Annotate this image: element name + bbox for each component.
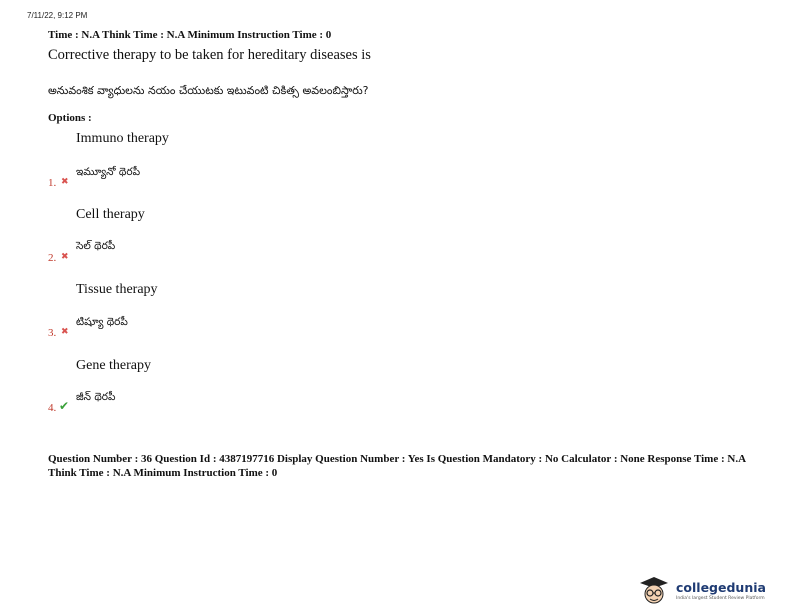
options-label: Options :	[48, 112, 92, 124]
option-3-telugu: టిష్యూ థెరపీ	[76, 316, 128, 328]
option-2-telugu: సెల్ థెరపీ	[76, 240, 116, 252]
question-text-telugu: అనువంశిక వ్యాధులను నయం చేయుటకు ఇటువంటి చికిత్స అవలంబిస్తారు?	[48, 84, 369, 97]
mascot-icon	[636, 576, 672, 606]
next-question-meta: Question Number : 36 Question Id : 4387197716 Display Question Number : Yes Is Question Mandatory : No Calculator : None Response Time : N.A Think Time : N.A Minimum Instruction Time : 0	[48, 453, 746, 479]
option-1-number: 1.	[48, 177, 57, 189]
option-2-number: 2.	[48, 252, 57, 264]
option-4-english: Gene therapy	[76, 358, 152, 373]
option-4-telugu: జీన్ థెరపీ	[76, 391, 116, 403]
option-3-number: 3.	[48, 327, 57, 339]
wrong-mark-icon: ✖	[61, 252, 69, 262]
logo-wordmark: collegedunia	[676, 580, 766, 595]
option-1-english: Immuno therapy	[76, 131, 169, 146]
wrong-mark-icon: ✖	[61, 177, 69, 187]
correct-check-icon: ✔	[59, 399, 70, 413]
collegedunia-logo	[636, 576, 786, 606]
logo-tagline: India's largest Student Review Platform	[676, 596, 765, 601]
print-timestamp: 7/11/22, 9:12 PM	[27, 11, 88, 20]
question-text-english: Corrective therapy to be taken for hereditary diseases is	[48, 47, 371, 63]
option-3-english: Tissue therapy	[76, 282, 158, 297]
wrong-mark-icon: ✖	[61, 327, 69, 337]
option-4-number: 4.	[48, 402, 57, 414]
option-2-english: Cell therapy	[76, 207, 145, 222]
time-info-line: Time : N.A Think Time : N.A Minimum Instruction Time : 0	[48, 29, 332, 41]
option-1-telugu: ఇమ్యూనో థెరపీ	[76, 166, 141, 178]
